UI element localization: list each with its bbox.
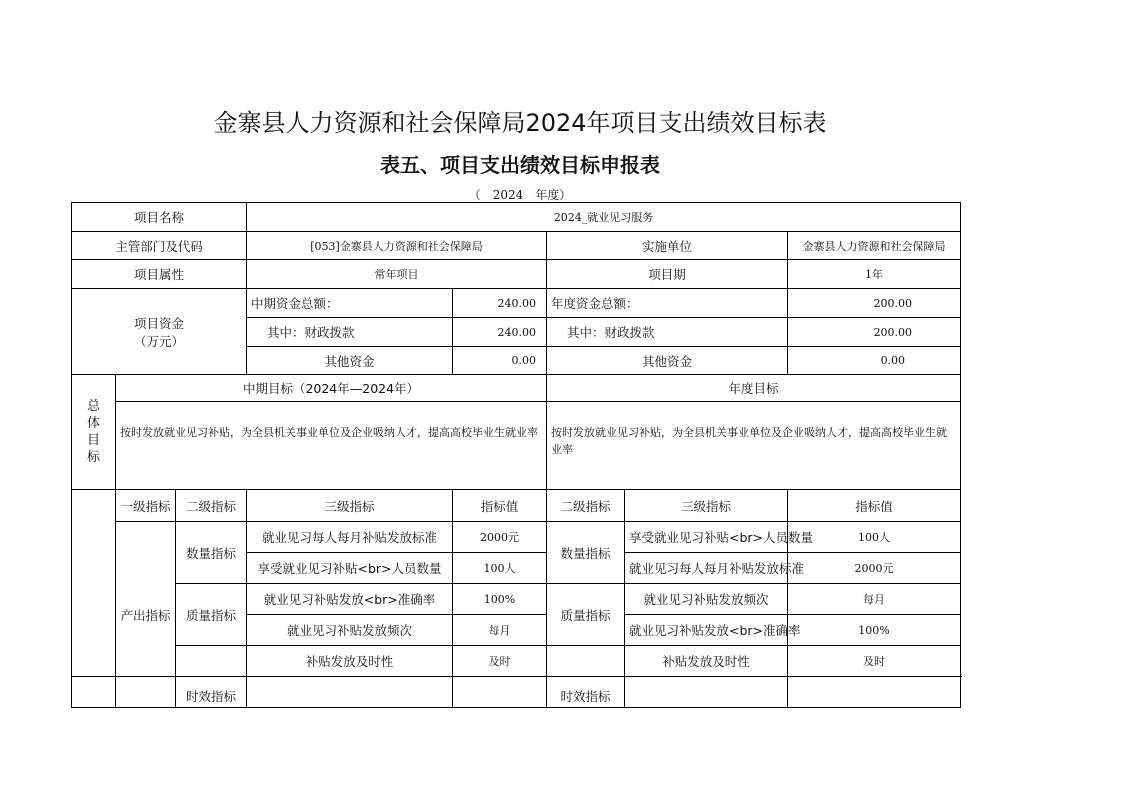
quantity-indicator-label-right: 数量指标 xyxy=(547,522,625,584)
table-row-value: 每月 xyxy=(453,615,547,646)
table-row-rvalue: 每月 xyxy=(788,584,961,615)
mid-total-value: 240.00 xyxy=(453,289,547,318)
table-row-l3: 就业见习补贴发放<br>准确率 xyxy=(247,584,453,615)
unit-label: 实施单位 xyxy=(547,232,788,260)
year-other-label: 其他资金 xyxy=(547,347,788,375)
attr-label: 项目属性 xyxy=(72,260,247,289)
year-goal-header: 年度目标 xyxy=(547,375,961,402)
mid-other-value: 0.00 xyxy=(453,347,547,375)
performance-table-viewport xyxy=(71,202,963,704)
goals-label-cell xyxy=(72,375,116,490)
period-label: 项目期 xyxy=(547,260,788,289)
unit-value: 金寨县人力资源和社会保障局 xyxy=(788,232,961,260)
header-level3: 三级指标 xyxy=(247,490,453,522)
mid-other-label: 其他资金 xyxy=(247,347,453,375)
page-cut-line xyxy=(71,676,962,677)
funds-label-cell xyxy=(72,289,247,375)
dept-label: 主管部门及代码 xyxy=(72,232,247,260)
timeliness-indicator-label-right: 时效指标 xyxy=(547,646,625,708)
year-other-value: 0.00 xyxy=(788,347,961,375)
year-fiscal-value: 200.00 xyxy=(788,318,961,347)
indicators-blank-cell xyxy=(72,490,116,708)
quality-indicator-label-right: 质量指标 xyxy=(547,584,625,646)
funds-unit: （万元） xyxy=(133,333,184,349)
table-row-l3: 补贴发放及时性 xyxy=(247,646,453,677)
quality-indicator-label: 质量指标 xyxy=(176,584,247,646)
mid-total-label: 中期资金总额： xyxy=(247,289,453,318)
header-level2-right: 二级指标 xyxy=(547,490,625,522)
project-name-value: 2024_就业见习服务 xyxy=(247,203,961,232)
table-row-rvalue: 2000元 xyxy=(788,553,961,584)
period-value: 1年 xyxy=(788,260,961,289)
table-row-l3: 享受就业见习补贴<br>人员数量 xyxy=(247,553,453,584)
table-row-rvalue: 100人 xyxy=(788,522,961,553)
timeliness-indicator-label: 时效指标 xyxy=(176,646,247,708)
output-indicator-label: 产出指标 xyxy=(116,522,176,708)
project-name-label: 项目名称 xyxy=(72,203,247,232)
goals-label: 总体目标 xyxy=(86,399,100,465)
quantity-indicator-label: 数量指标 xyxy=(176,522,247,584)
table-row-rvalue: 及时 xyxy=(788,646,961,677)
header-level1: 一级指标 xyxy=(116,490,176,522)
table-row-r3: 享受就业见习补贴<br>人员数量 xyxy=(625,522,788,553)
performance-table xyxy=(71,202,961,708)
attr-value: 常年项目 xyxy=(247,260,547,289)
table-row-r3: 就业见习补贴发放<br>准确率 xyxy=(625,615,788,646)
table-row-l3: 就业见习每人每月补贴发放标准 xyxy=(247,522,453,553)
table-row-value: 100人 xyxy=(453,553,547,584)
mid-goal-header: 中期目标（2024年—2024年） xyxy=(116,375,547,402)
table-row-r3: 就业见习补贴发放频次 xyxy=(625,584,788,615)
dept-value: [053]金寨县人力资源和社会保障局 xyxy=(247,232,547,260)
table-row-value: 100% xyxy=(453,584,547,615)
mid-fiscal-label: 其中：财政拨款 xyxy=(247,318,453,347)
table-row-l3: 就业见习补贴发放频次 xyxy=(247,615,453,646)
table-row-rvalue: 100% xyxy=(788,615,961,646)
year-goal-text: 按时发放就业见习补贴，为全县机关事业单位及企业吸纳人才，提高高校毕业生就业率 xyxy=(547,402,961,490)
year-total-label: 年度资金总额： xyxy=(547,289,788,318)
table-row-r3: 补贴发放及时性 xyxy=(625,646,788,677)
header-level2: 二级指标 xyxy=(176,490,247,522)
funds-label: 项目资金 xyxy=(133,315,184,331)
year-total-value: 200.00 xyxy=(788,289,961,318)
page-title: 金寨县人力资源和社会保障局2024年项目支出绩效目标表 xyxy=(213,109,827,137)
table-row-r3: 就业见习每人每月补贴发放标准 xyxy=(625,553,788,584)
header-level3-right: 三级指标 xyxy=(625,490,788,522)
mid-fiscal-value: 240.00 xyxy=(453,318,547,347)
table-subtitle: 表五、项目支出绩效目标申报表 xyxy=(380,153,660,177)
header-value-right: 指标值 xyxy=(788,490,961,522)
table-row-value: 2000元 xyxy=(453,522,547,553)
year-line: （ 2024 年度） xyxy=(468,188,572,202)
mid-goal-text: 按时发放就业见习补贴，为全县机关事业单位及企业吸纳人才，提高高校毕业生就业率 xyxy=(116,402,547,490)
year-fiscal-label: 其中：财政拨款 xyxy=(547,318,788,347)
table-row-value: 及时 xyxy=(453,646,547,677)
header-value: 指标值 xyxy=(453,490,547,522)
